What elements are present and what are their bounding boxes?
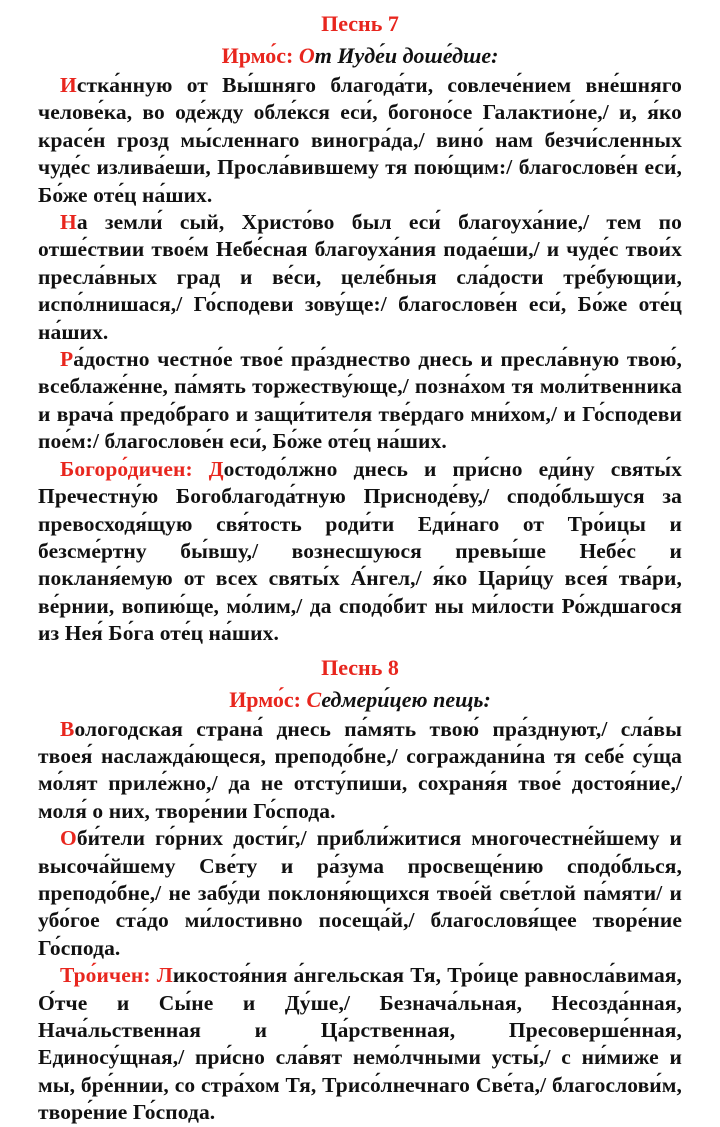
troparion-initial: В <box>60 716 75 741</box>
song-8-title: Песнь 8 <box>321 654 399 680</box>
troparion-initial: Р <box>60 347 74 372</box>
theotokion-label: Богоро́дичен: <box>60 456 209 481</box>
troparion-initial: Л <box>156 963 173 988</box>
song-8-irmos <box>38 684 682 716</box>
troparion <box>38 209 682 346</box>
irmos-text: т Иуде́и доше́дше: <box>314 43 499 68</box>
irmos-initial: О <box>298 43 315 68</box>
troparion <box>38 72 682 209</box>
troparion-initial: О <box>60 826 77 851</box>
irmos-label: Ирмо́с: <box>229 686 307 712</box>
troparion-text: ологодская страна́ днесь па́мять твою́ пра́зднуют,/ сла́вы твоея́ наслажда́ющеся, преподо́бне,/ сограждани́на тя себе́ су́ща мо́лят приле́жно,/ да не отсту́пиши, сохраня́я твое́ достоя́ние,/ моля́ о них, творе́нии Го́спода. <box>38 716 682 823</box>
troparion <box>38 346 682 456</box>
troparion-initial: И <box>60 73 77 97</box>
troparion-text: остодо́лжно днесь и при́сно еди́ну святы́х Пречестну́ю Богоблагода́тную Присноде́ву,/ сподо́бльшуся за превосходя́щую свя́тость роди́ти Еди́наго от Тро́ицы и безсме́ртну бы́вшу,/ вознесшуюся превы́ше Небе́с и покланя́емую от всех святы́х А́нгел,/ я́ко Цари́цу всея́ тва́ри, ве́рнии, вопию́ще, мо́лим,/ да сподо́бит ны ми́лости Ро́ждшагося из Нея́ Бо́га оте́ц на́ших. <box>38 456 682 646</box>
irmos-label: Ирмо́с: <box>221 43 299 68</box>
troparion-initial: Д <box>208 456 224 481</box>
song-7-title: Песнь 7 <box>321 11 399 36</box>
troparion <box>38 825 682 962</box>
troparion-text: а земли́ сый, Христо́во был еси́ благоуха́ние,/ тем по отше́ствии твое́м Небе́сная благоуха́ния подае́ши,/ и чуде́с твои́х пресла́вных град и ве́си, целе́бныя сла́дости тре́бующии, испо́лнишася,/ Го́сподеви зову́ще:/ благослове́н еси́, Бо́же оте́ц на́ших. <box>38 210 682 344</box>
irmos-initial: С <box>306 686 322 712</box>
song-7-irmos <box>38 40 682 72</box>
troparion-text: би́тели го́рних дости́г,/ прибли́житися многочестне́йшему и высоча́йшему Све́ту и ра́зума просвеще́нию сподо́блься, преподо́бне,/ не забу́ди поклоня́ющихся твое́й све́тлой па́мяти/ и убо́гое ста́до ми́лостивно посеща́й,/ благословя́щее творе́ние Го́спода. <box>38 826 682 960</box>
troparion-initial: Н <box>60 210 77 235</box>
theotokion <box>38 456 682 648</box>
troparion-text: стка́нную от Вы́шняго благода́ти, совлече́нием вне́шняго челове́ка, во оде́жду обле́кся еси́, богоно́се Галактио́не,/ и, я́ко красе́н грозд мы́сленнаго виногра́да,/ вино́ нам безчи́сленных чуде́с излива́еши, Просла́вившему тя пою́щим:/ благослове́н еси́, Бо́же оте́ц на́ших. <box>38 73 682 207</box>
triadikon-label: Тро́ичен: <box>60 963 157 988</box>
triadikon <box>38 962 682 1126</box>
troparion-text: а́достно честно́е твое́ пра́зднество днесь и пресла́вную твою́, всеблаже́нне, па́мять торжеству́юще,/ позна́хом тя моли́твенника и врача́ предо́браго и защи́тителя тве́рдаго мни́хом,/ и Го́сподеви пое́м:/ благослове́н еси́, Бо́же оте́ц на́ших. <box>38 347 682 454</box>
irmos-text: едмери́цею пещь: <box>321 686 491 712</box>
troparion-text: икостоя́ния а́нгельская Тя, Тро́ице равносла́вимая, О́тче и Сы́не и Ду́ше,/ Безнача́льная, Несозда́нная, Нача́льственная и Ца́рственная, Пресоверше́нная, Единосу́щная,/ при́сно сла́вят немо́лчными усты́,/ с ни́миже и мы, бре́ннии, со стра́хом Тя, Трисо́лнечнаго Све́та,/ благослови́м, творе́ние Го́спода. <box>38 963 683 1125</box>
troparion <box>38 716 682 826</box>
